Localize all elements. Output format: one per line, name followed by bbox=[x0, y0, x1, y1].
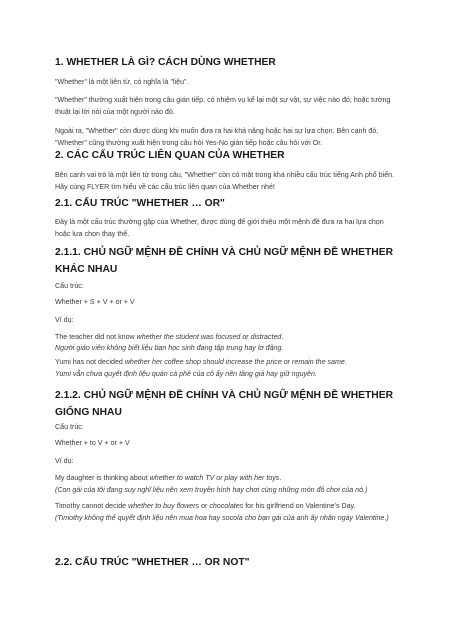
example-2-translation: Yumi vẫn chưa quyết định liệu quán cà phê của cô ấy nên tăng giá hay giữ nguyên. bbox=[55, 370, 317, 378]
structure-formula: Whether + S + V + or + V bbox=[55, 298, 135, 306]
structure-label: Cấu trúc: bbox=[55, 423, 84, 431]
example-2-text: Yumi has not decided bbox=[55, 358, 125, 366]
structure-label: Cấu trúc: bbox=[55, 282, 84, 290]
example-1-italic: whether to watch TV or play with her toys bbox=[149, 474, 280, 482]
example-2 bbox=[55, 356, 400, 368]
example-2-end: . bbox=[344, 358, 347, 366]
example-2-or: or bbox=[199, 502, 210, 510]
example-1 bbox=[55, 472, 400, 484]
example-label: Ví dụ: bbox=[55, 457, 74, 465]
example-1-translation: (Con gái của tôi đang suy nghĩ liệu nên xem truyền hình hay chơi cùng những món đồ chơi của nó.) bbox=[55, 486, 368, 494]
example-1-text: My daughter is thinking about bbox=[55, 474, 150, 482]
section-2-heading: 2. CÁC CẤU TRÚC LIÊN QUAN CỦA WHETHER bbox=[55, 150, 285, 161]
section-2-1-paragraph-1: Đây là một cấu trúc thường gặp của Whether, được dùng để giới thiệu một mệnh đề đưa ra hai lựa chọn hoặc lựa chọn thay thế. bbox=[55, 218, 384, 239]
structure-formula: Whether + to V + or + V bbox=[55, 439, 130, 447]
example-1-text: The teacher did not know bbox=[55, 333, 137, 341]
example-1-italic: whether the student was focused or distracted bbox=[136, 333, 282, 341]
section-2-2-heading: 2.2. CẤU TRÚC "WHETHER … OR NOT" bbox=[55, 557, 250, 568]
example-2-italic-2: chocolates bbox=[209, 502, 244, 510]
section-2-paragraph-1: Bên cạnh vai trò là một liên từ trong câu, "Whether" còn có mặt trong khá nhiều cấu trúc tiếng Anh phổ biến. Hãy cùng FLYER tìm hiểu về các cấu trúc liên quan của Whether nhé! bbox=[55, 171, 395, 192]
section-2-1-heading: 2.1. CẤU TRÚC "WHETHER … OR" bbox=[55, 198, 225, 209]
example-label: Ví dụ: bbox=[55, 316, 74, 324]
section-1-paragraph-2: "Whether" thường xuất hiện trong câu gián tiếp, có nhiệm vụ kể lại một sự vật, sự việc nào đó; hoặc tường thuật lại lời nói của một người nào đó. bbox=[55, 96, 391, 117]
section-2-1-2-heading: 2.1.2. CHỦ NGỮ MỆNH ĐỀ CHÍNH VÀ CHỦ NGỮ MỆNH ĐỀ WHETHER GIỐNG NHAU bbox=[55, 390, 394, 418]
example-2-italic: whether her coffee shop should increase the price or remain the same bbox=[124, 358, 345, 366]
example-2-translation: (Timothy không thể quyết định liệu nên mua hoa hay socola cho bạn gái của anh ấy nhân ngày Valentine.) bbox=[55, 514, 389, 522]
example-1-end: . bbox=[281, 333, 284, 341]
section-1-paragraph-1: "Whether" là một liên từ, có nghĩa là "liệu". bbox=[55, 78, 189, 86]
example-2-text: Timothy cannot decide bbox=[55, 502, 129, 510]
section-1-heading: 1. WHETHER LÀ GÌ? CÁCH DÙNG WHETHER bbox=[55, 57, 276, 68]
example-1-end: . bbox=[279, 474, 282, 482]
example-2 bbox=[55, 500, 400, 512]
example-2-end: for his girlfriend on Valentine's Day. bbox=[243, 502, 356, 510]
example-1-translation: Người giáo viên không biết liệu bạn học sinh đang tập trung hay lơ đãng. bbox=[55, 344, 284, 352]
example-2-italic-1: whether to buy flowers bbox=[128, 502, 200, 510]
section-1-paragraph-3: Ngoài ra, "Whether" còn được dùng khi muốn đưa ra hai khả năng hoặc hai sự lựa chọn. Bên cạnh đó, "Whether" cũng thường xuất hiện trong câu hỏi Yes-No gián tiếp hoặc câu hỏi với Or. bbox=[55, 127, 379, 148]
section-2-1-1-heading: 2.1.1. CHỦ NGỮ MỆNH ĐỀ CHÍNH VÀ CHỦ NGỮ MỆNH ĐỀ WHETHER KHÁC NHAU bbox=[55, 247, 394, 275]
